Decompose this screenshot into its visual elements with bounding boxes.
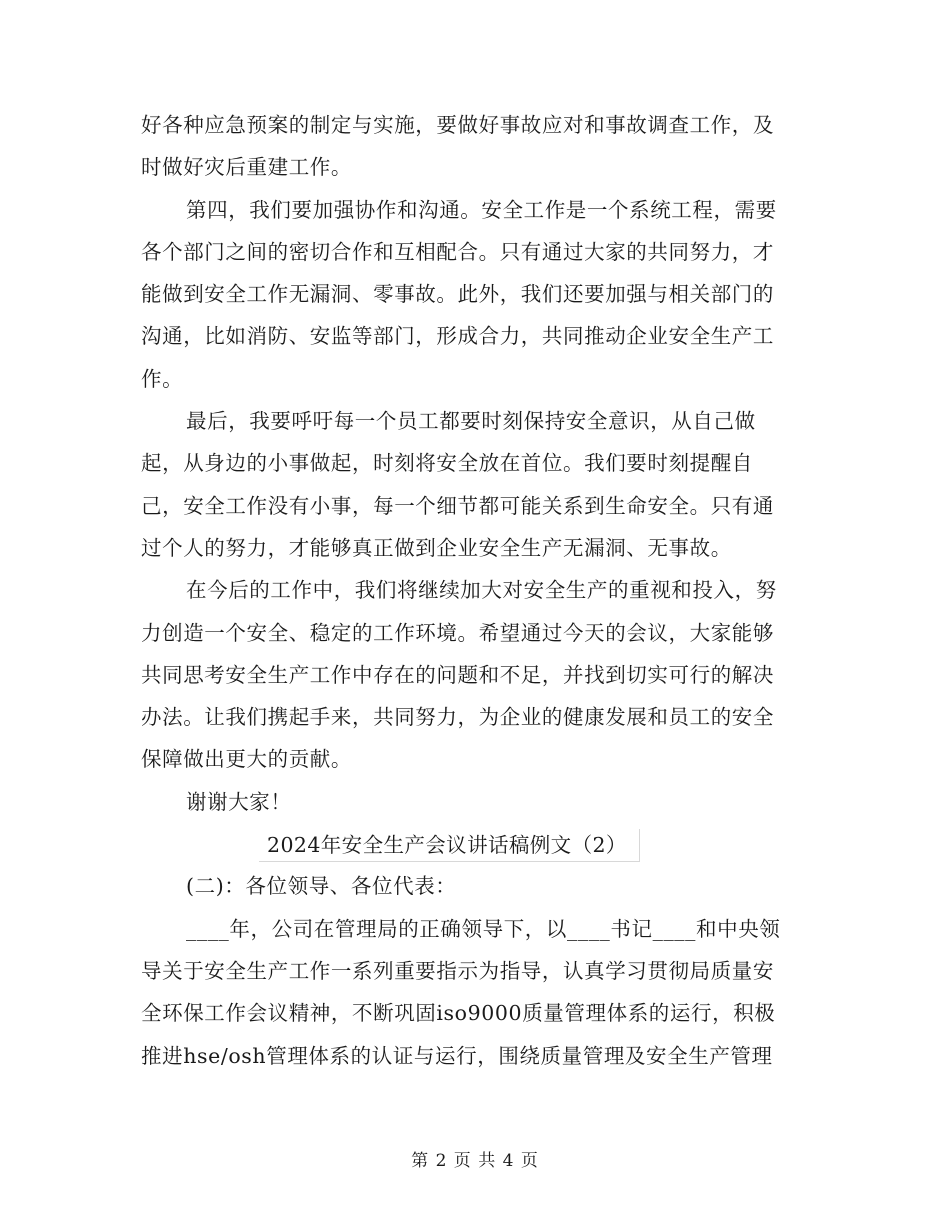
text-line: 第四，我们要加强协作和沟通。安全工作是一个系统工程，需要	[186, 197, 777, 222]
text-line: 保障做出更大的贡献。	[141, 747, 352, 772]
text-line: 在今后的工作中，我们将继续加大对安全生产的重视和投入，努	[186, 578, 777, 603]
text-line: 沟通，比如消防、安监等部门，形成合力，共同推动企业安全生产工	[141, 324, 774, 349]
section-title-row	[141, 823, 801, 865]
page-footer: 第 2 页 共 4 页	[411, 1151, 539, 1171]
text-line: 好各种应急预案的制定与实施，要做好事故应对和事故调查工作，及	[141, 113, 774, 137]
text-line: ____年，公司在管理局的正确领导下，以____书记____和中央领	[186, 916, 781, 941]
text-line: 起，从身边的小事做起，时刻将安全放在首位。我们要时刻提醒自	[141, 451, 753, 476]
text-line: 能做到安全工作无漏洞、零事故。此外，我们还要加强与相关部门的	[141, 282, 774, 307]
text-line: 谢谢大家！	[186, 789, 292, 814]
text-line: 导关于安全生产工作一系列重要指示为指导，认真学习贯彻局质量安	[141, 958, 774, 983]
text-line: 全环保工作会议精神，不断巩固iso9000质量管理体系的运行，积极	[141, 1001, 776, 1026]
paragraph-lines-before	[141, 104, 801, 823]
text-line: 最后，我要呼吁每一个员工都要时刻保持安全意识，从自己做	[186, 409, 756, 434]
text-line: 各个部门之间的密切合作和互相配合。只有通过大家的共同努力，才	[141, 239, 774, 264]
text-line: 共同思考安全生产工作中存在的问题和不足，并找到切实可行的解决	[141, 662, 774, 687]
text-line: (二)：各位领导、各位代表：	[186, 874, 457, 899]
document-body	[141, 104, 801, 1077]
text-line: 推进hse/osh管理体系的认证与运行，围绕质量管理及安全生产管理	[141, 1043, 773, 1068]
text-line: 办法。让我们携起手来，共同努力，为企业的健康发展和员工的安全	[141, 705, 774, 730]
section-title: 2024年安全生产会议讲话稿例文（2）	[259, 829, 640, 862]
text-line: 时做好灾后重建工作。	[141, 155, 352, 180]
text-line: 力创造一个安全、稳定的工作环境。希望通过今天的会议，大家能够	[141, 620, 774, 645]
text-line: 过个人的努力，才能够真正做到企业安全生产无漏洞、无事故。	[141, 535, 732, 560]
paragraph-lines-after	[141, 865, 801, 1076]
text-line: 作。	[141, 366, 184, 391]
text-line: 己，安全工作没有小事，每一个细节都可能关系到生命安全。只有通	[141, 493, 774, 518]
